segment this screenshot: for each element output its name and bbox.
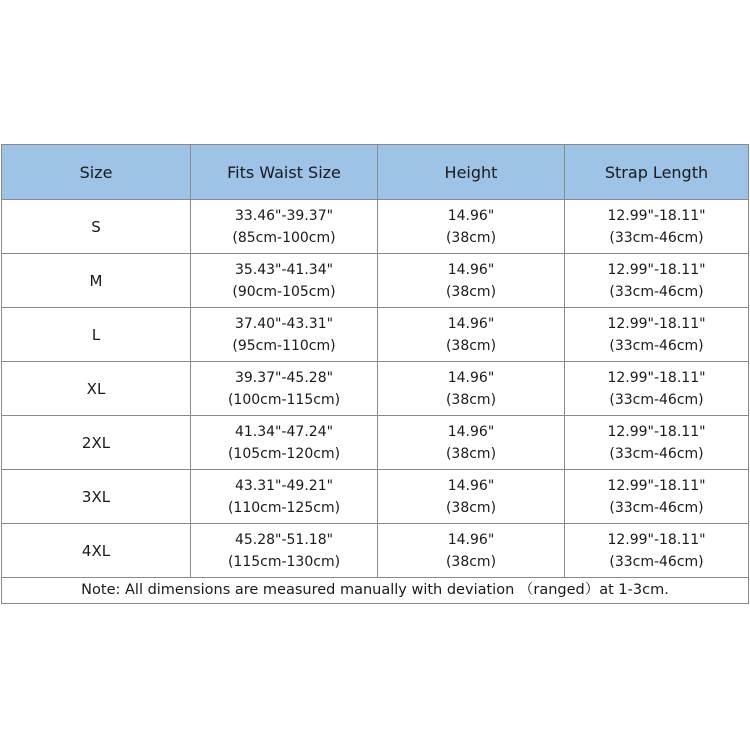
height-cm: (38cm) — [445, 337, 497, 354]
height-inches: 14.96" — [447, 207, 495, 224]
height-cm: (38cm) — [445, 499, 497, 516]
waist-inches: 43.31"-49.21" — [234, 477, 334, 494]
strap-inches: 12.99"-18.11" — [607, 315, 706, 332]
waist-inches: 45.28"-51.18" — [234, 531, 334, 548]
strap-inches: 12.99"-18.11" — [607, 423, 706, 440]
waist-cell — [191, 524, 378, 578]
strap-inches: 12.99"-18.11" — [607, 477, 706, 494]
table-row — [2, 308, 749, 362]
header-strap-length: Strap Length — [565, 145, 749, 200]
strap-cell — [565, 362, 749, 416]
height-cell — [378, 416, 565, 470]
waist-cm: (115cm-130cm) — [227, 553, 341, 570]
waist-inches: 37.40"-43.31" — [234, 315, 334, 332]
height-cm: (38cm) — [445, 283, 497, 300]
waist-cm: (85cm-100cm) — [232, 229, 336, 246]
strap-cell — [565, 308, 749, 362]
waist-inches: 41.34"-47.24" — [234, 423, 334, 440]
strap-cm: (33cm-46cm) — [609, 283, 704, 300]
strap-cell — [565, 254, 749, 308]
height-cm: (38cm) — [445, 553, 497, 570]
header-size: Size — [2, 145, 191, 200]
height-cell — [378, 308, 565, 362]
size-cell: L — [2, 308, 191, 362]
waist-cm: (95cm-110cm) — [232, 337, 336, 354]
strap-inches: 12.99"-18.11" — [607, 531, 706, 548]
height-cell — [378, 524, 565, 578]
table-row — [2, 524, 749, 578]
header-fits-waist-size: Fits Waist Size — [191, 145, 378, 200]
strap-cm: (33cm-46cm) — [609, 553, 704, 570]
strap-inches: 12.99"-18.11" — [607, 207, 706, 224]
height-inches: 14.96" — [447, 261, 495, 278]
waist-inches: 39.37"-45.28" — [234, 369, 334, 386]
note-row — [2, 578, 749, 604]
table-row — [2, 254, 749, 308]
waist-cell — [191, 200, 378, 254]
header-height: Height — [378, 145, 565, 200]
size-chart-table — [1, 144, 749, 604]
size-cell: S — [2, 200, 191, 254]
header-row — [2, 145, 749, 200]
strap-cm: (33cm-46cm) — [609, 445, 704, 462]
height-cm: (38cm) — [445, 445, 497, 462]
strap-cm: (33cm-46cm) — [609, 391, 704, 408]
strap-cell — [565, 524, 749, 578]
strap-cell — [565, 200, 749, 254]
size-cell: M — [2, 254, 191, 308]
waist-cell — [191, 254, 378, 308]
height-cell — [378, 254, 565, 308]
waist-cm: (110cm-125cm) — [227, 499, 341, 516]
waist-inches: 33.46"-39.37" — [234, 207, 334, 224]
table-row — [2, 200, 749, 254]
height-inches: 14.96" — [447, 531, 495, 548]
strap-cm: (33cm-46cm) — [609, 229, 704, 246]
height-cell — [378, 470, 565, 524]
strap-inches: 12.99"-18.11" — [607, 261, 706, 278]
waist-cell — [191, 308, 378, 362]
size-cell: 4XL — [2, 524, 191, 578]
size-cell: XL — [2, 362, 191, 416]
height-inches: 14.96" — [447, 369, 495, 386]
waist-cm: (105cm-120cm) — [227, 445, 341, 462]
waist-cm: (90cm-105cm) — [232, 283, 336, 300]
strap-cell — [565, 470, 749, 524]
table-row — [2, 362, 749, 416]
height-cell — [378, 200, 565, 254]
height-cm: (38cm) — [445, 229, 497, 246]
height-cm: (38cm) — [445, 391, 497, 408]
strap-cell — [565, 416, 749, 470]
table-row — [2, 470, 749, 524]
waist-cell — [191, 362, 378, 416]
waist-cell — [191, 470, 378, 524]
note-text: Note: All dimensions are measured manually with deviation （ranged）at 1-3cm. — [2, 578, 749, 604]
waist-cell — [191, 416, 378, 470]
height-inches: 14.96" — [447, 315, 495, 332]
size-cell: 3XL — [2, 470, 191, 524]
table-body — [2, 200, 749, 604]
height-cell — [378, 362, 565, 416]
strap-inches: 12.99"-18.11" — [607, 369, 706, 386]
waist-cm: (100cm-115cm) — [227, 391, 341, 408]
height-inches: 14.96" — [447, 423, 495, 440]
height-inches: 14.96" — [447, 477, 495, 494]
strap-cm: (33cm-46cm) — [609, 337, 704, 354]
strap-cm: (33cm-46cm) — [609, 499, 704, 516]
size-cell: 2XL — [2, 416, 191, 470]
waist-inches: 35.43"-41.34" — [234, 261, 334, 278]
table-row — [2, 416, 749, 470]
